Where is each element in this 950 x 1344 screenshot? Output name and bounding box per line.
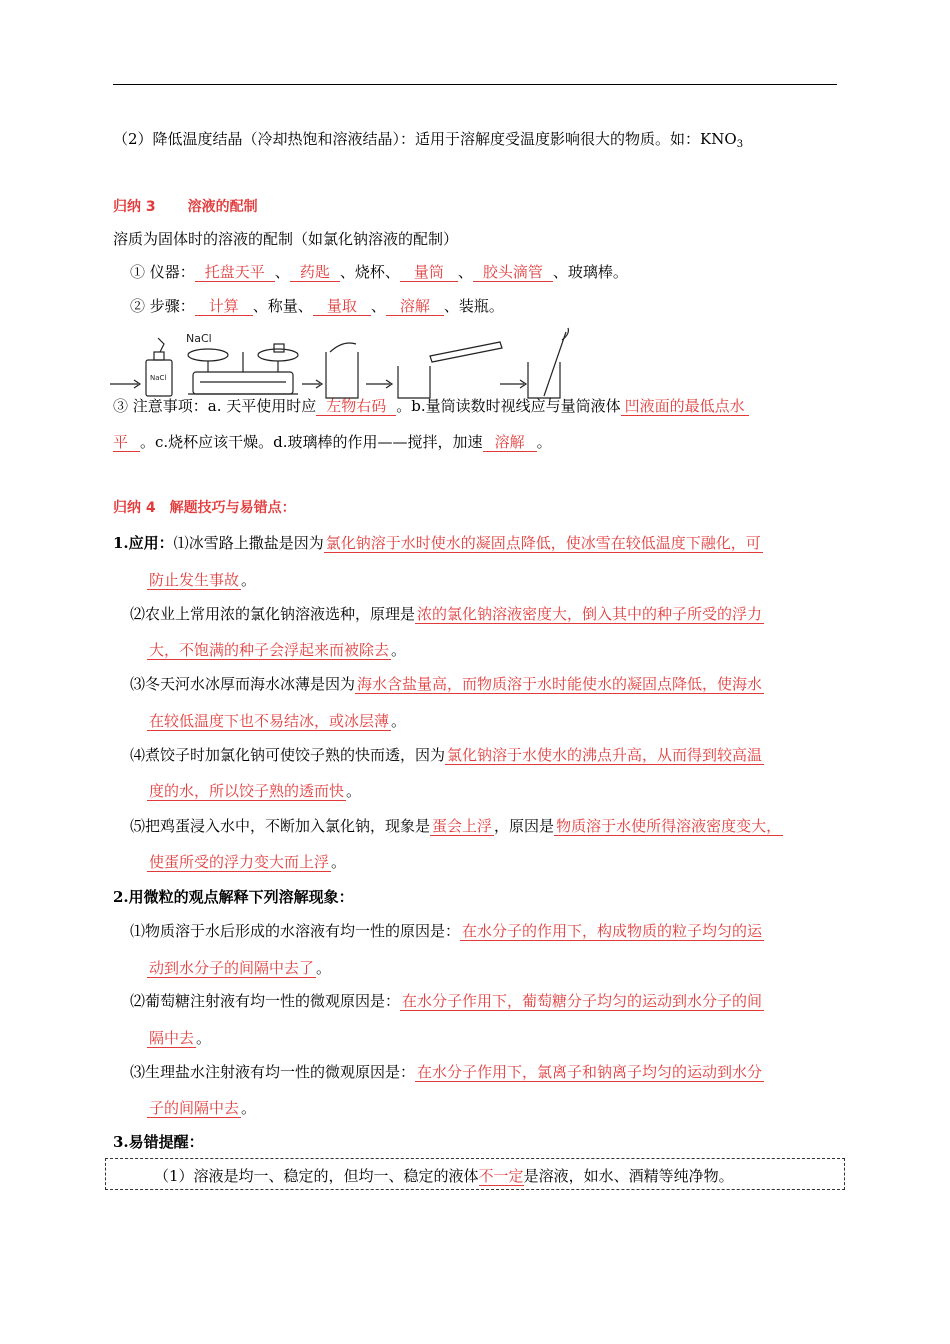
notes-text: 。c.烧杯应该干燥。d.玻璃棒的作用——搅拌，加速 (140, 433, 483, 451)
item-end: 。 (391, 712, 407, 730)
item-number: ⑵ (130, 605, 146, 623)
notes-text: 。 (536, 433, 552, 451)
answer-calc: 计算 (195, 297, 253, 316)
balance (188, 344, 298, 394)
item-end: 。 (346, 782, 362, 800)
warning-text (154, 1165, 734, 1186)
answer-dropper: 胶头滴管 (473, 263, 553, 282)
answer-meniscus: 凹液面的最低点水 (621, 397, 749, 416)
item-answer-cont: 大，不饱满的种子会浮起来而被除去 (149, 641, 390, 659)
item-number: ⑶ (130, 1063, 146, 1081)
micro-item-1 (130, 920, 764, 941)
micro-heading: 2.用微粒的观点解释下列溶解现象： (113, 888, 354, 906)
sep: 、称量、 (252, 297, 313, 315)
app-item-5 (130, 815, 783, 836)
item-answer-cont: 在较低温度下也不易结冰，或冰层薄 (149, 712, 390, 730)
item-text: 煮饺子时加氯化钠可使饺子熟的快而透，因为 (145, 746, 446, 764)
item-end: 。 (316, 959, 332, 977)
item-answer-cont: 使蛋所受的浮力变大而上浮 (149, 853, 330, 871)
item-text: 生理盐水注射液有均一性的微观原因是： (145, 1063, 416, 1081)
sep: 、 (274, 263, 290, 281)
sep: 、 (457, 263, 473, 281)
sep: 、玻璃棒。 (552, 263, 628, 281)
steps-line (130, 295, 504, 316)
app-item-4 (130, 744, 764, 765)
item-answer: 在水分子的作用下，构成物质的粒子均匀的运 (462, 922, 763, 940)
item-text: 葡萄糖注射液有均一性的微观原因是： (145, 992, 401, 1010)
sep: 、 (370, 297, 386, 315)
item-answer-cont: 度的水，所以饺子熟的透而快 (149, 782, 345, 800)
notes-line2 (113, 431, 552, 452)
sep: 、烧杯、 (339, 263, 400, 281)
item-number: ⑶ (130, 675, 146, 693)
steps-prefix: ② 步骤： (130, 297, 195, 315)
warning-part: 是溶液，如水、酒精等纯净物。 (523, 1167, 734, 1185)
micro-item-2 (130, 990, 764, 1011)
subscript: 3 (736, 139, 744, 150)
micro-item-3-cont (147, 1097, 256, 1118)
item-answer: 在水分子作用下，氯离子和钠离子均匀的运动到水分 (417, 1063, 763, 1081)
item-end: 。 (196, 1029, 212, 1047)
item-answer-cont: 隔中去 (149, 1029, 195, 1047)
item-text: ，原因是 (494, 817, 555, 835)
app-item-2-cont (147, 639, 406, 660)
micro-item-1-cont (147, 957, 331, 978)
sep: 、装瓶。 (443, 297, 504, 315)
item-answer: 氯化钠溶于水使水的沸点升高，从而得到较高温 (447, 746, 763, 764)
item-answer: 在水分子作用下，葡萄糖分子均匀的运动到水分子的间 (402, 992, 763, 1010)
item-number: ⑴ (130, 922, 146, 940)
item-text: 农业上常用浓的氯化钠溶液选种，原理是 (145, 605, 416, 623)
item-answer-cont: 防止发生事故 (149, 571, 240, 589)
item-end: 。 (331, 853, 347, 871)
micro-item-3 (130, 1061, 764, 1082)
section-label: 归纳 4 (113, 500, 156, 516)
answer-left-right: 左物右码 (316, 397, 396, 416)
item-end: 。 (391, 641, 407, 659)
item-text: 冰雪路上撒盐是因为 (188, 534, 324, 552)
answer-cylinder: 量筒 (400, 263, 458, 282)
item-answer: 氯化钠溶于水时使水的凝固点降低，使冰雪在较低温度下融化，可 (325, 534, 761, 552)
nacl-label: NaCl (186, 332, 212, 345)
warning-heading: 3.易错提醒： (113, 1133, 204, 1151)
bottle-label: NaCl (150, 374, 167, 382)
app-item-4-cont (147, 780, 361, 801)
answer-measure: 量取 (313, 297, 371, 316)
item-answer-cont: 动到水分子的间隔中去了 (149, 959, 315, 977)
item-answer: 海水含盐量高，而物质溶于水时能使水的凝固点降低，使海水 (357, 675, 763, 693)
section3-heading (113, 196, 258, 216)
warning-answer: 不一定 (478, 1167, 524, 1185)
app-item-3-cont (147, 710, 406, 731)
app-item-1 (113, 532, 763, 553)
item-text: 冬天河水冰厚而海水冰薄是因为 (145, 675, 356, 693)
item-number: ⑵ (130, 992, 146, 1010)
item-text: 物质溶于水后形成的水溶液有均一性的原因是： (145, 922, 461, 940)
item-end: 。 (241, 1099, 257, 1117)
item-answer: 浓的氯化钠溶液密度大，倒入其中的种子所受的浮力 (417, 605, 763, 623)
section-label: 归纳 3 (113, 199, 156, 215)
notes-line1 (113, 395, 749, 416)
micro-item-2-cont (147, 1027, 211, 1048)
instruments-line (130, 261, 628, 282)
app-heading: 1.应用： (113, 534, 174, 552)
item-number: ⑷ (130, 746, 146, 764)
answer-meniscus-cont: 平 (113, 433, 140, 452)
answer-balance: 托盘天平 (195, 263, 275, 282)
item-end: 。 (241, 571, 257, 589)
instruments-prefix: ① 仪器： (130, 263, 195, 281)
app-item-1-cont (147, 569, 256, 590)
section4-heading (113, 497, 296, 517)
notes-text: ③ 注意事项：a. 天平使用时应 (113, 397, 317, 415)
item-answer-cont: 子的间隔中去 (149, 1099, 240, 1117)
answer-spoon: 药匙 (290, 263, 340, 282)
item-answer: 蛋会上浮 (432, 817, 493, 835)
section3-intro: 溶质为固体时的溶液的配制（如氯化钠溶液的配制） (113, 230, 459, 248)
item-answer: 物质溶于水使所得溶液密度变大， (556, 817, 782, 835)
app-item-3 (130, 673, 764, 694)
section-title: 溶液的配制 (187, 199, 258, 215)
notes-text: 。b.量筒读数时视线应与量筒液体 (396, 397, 621, 415)
crystallization-text: （2）降低温度结晶（冷却热饱和溶液结晶）：适用于溶解度受温度影响很大的物质。如：KNO (113, 130, 737, 148)
app-item-2 (130, 603, 764, 624)
item-number: ⑴ (173, 534, 189, 552)
app-item-5-cont (147, 851, 346, 872)
section-title: 解题技巧与易错点： (169, 500, 296, 516)
top-rule (113, 84, 837, 85)
warning-part: （1）溶液是均一、稳定的，但均一、稳定的液体 (154, 1167, 479, 1185)
item-number: ⑸ (130, 817, 146, 835)
item-text: 把鸡蛋浸入水中，不断加入氯化钠，现象是 (145, 817, 431, 835)
crystallization-line (113, 128, 743, 150)
answer-dissolve: 溶解 (386, 297, 444, 316)
answer-dissolve-speed: 溶解 (483, 433, 537, 452)
